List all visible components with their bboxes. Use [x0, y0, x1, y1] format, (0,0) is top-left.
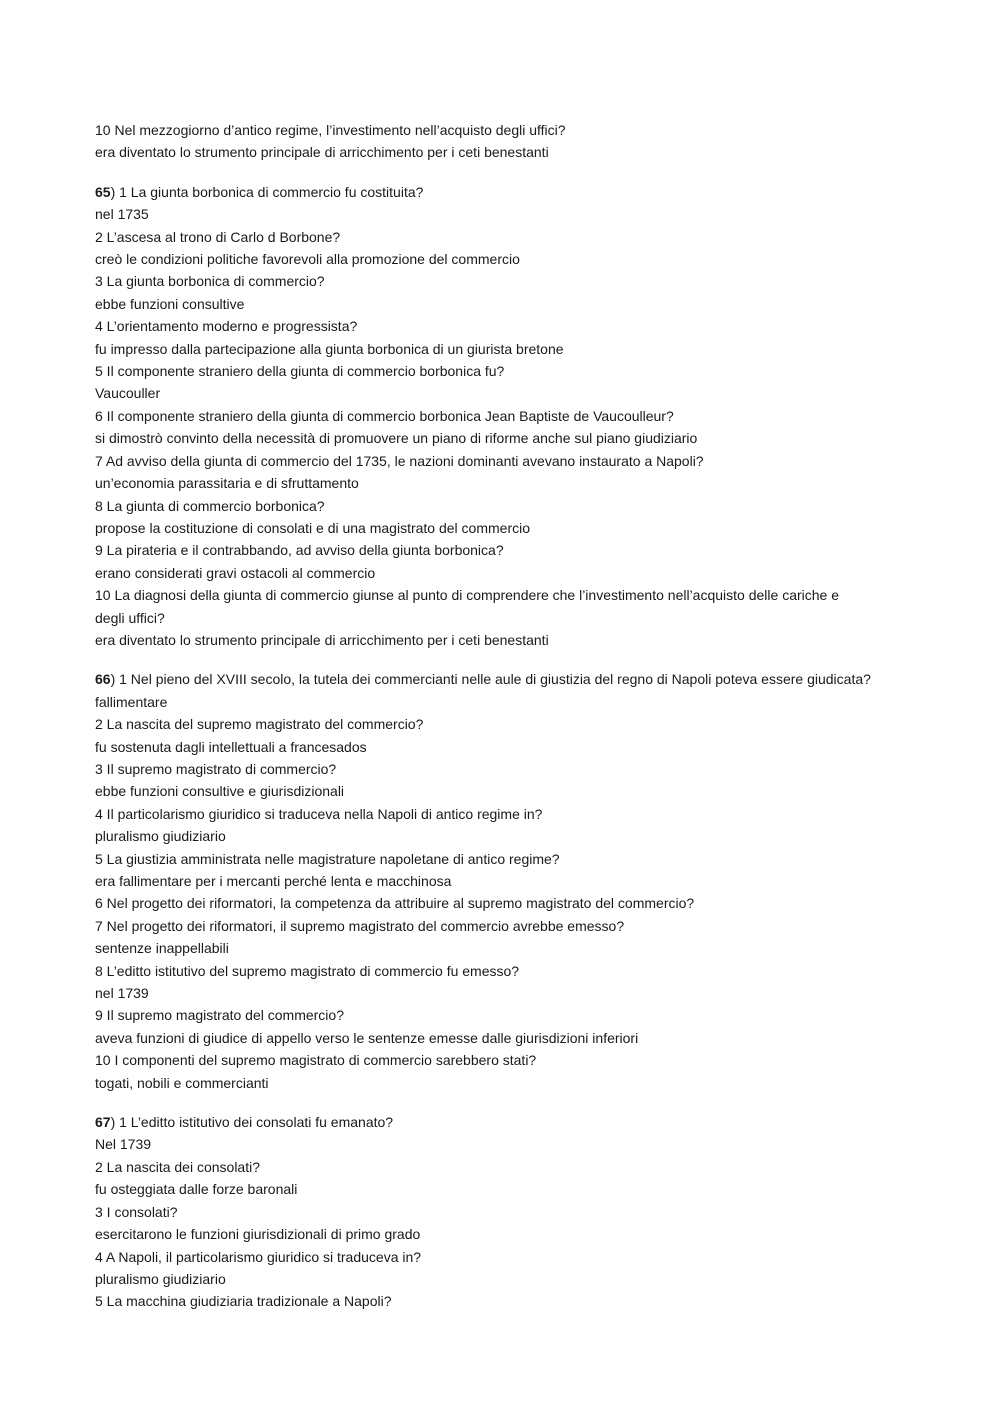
question-group-continuation: [95, 119, 975, 164]
answer-text: esercitarono le funzioni giurisdizionali di primo grado: [95, 1226, 421, 1243]
answer-text: nel 1739: [95, 985, 149, 1002]
answer-text: nel 1735: [95, 206, 149, 223]
question-text: 9 La pirateria e il contrabbando, ad avviso della giunta borbonica?: [95, 542, 504, 559]
answer-text: fu osteggiata dalle forze baronali: [95, 1181, 298, 1198]
question-text: 4 Il particolarismo giuridico si traduceva nella Napoli di antico regime in?: [95, 805, 543, 822]
answer-text: pluralismo giudiziario: [95, 1270, 226, 1287]
question-text: 3 Il supremo magistrato di commercio?: [95, 760, 337, 777]
question-text: 2 La nascita dei consolati?: [95, 1158, 260, 1175]
answer-text: fallimentare: [95, 693, 168, 710]
question-text: 5 La giustizia amministrata nelle magistrature napoletane di antico regime?: [95, 850, 560, 867]
answer-text: era fallimentare per i mercanti perché lenta e macchinosa: [95, 873, 452, 889]
question-text: 10 Nel mezzogiorno d’antico regime, l’investimento nell’acquisto degli uffici?: [95, 122, 566, 138]
answer-text: era diventato lo strumento principale di arricchimento per i ceti benestanti: [95, 144, 549, 161]
question-text: ) 1 L’editto istitutivo dei consolati fu emanato?: [110, 1114, 394, 1131]
group-number: 66: [95, 671, 111, 688]
question-text: 4 L’orientamento moderno e progressista?: [95, 318, 358, 335]
group-number: 67: [95, 1114, 111, 1131]
answer-text: fu sostenuta dagli intellettuali a francesados: [95, 738, 367, 755]
question-group-heading: [95, 1111, 975, 1133]
question-group-heading: [95, 181, 975, 203]
question-text: 3 I consolati?: [95, 1203, 178, 1220]
question-text: 6 Il componente straniero della giunta di commercio borbonica Jean Baptiste de Vaucoulleur?: [95, 407, 674, 424]
question-group-heading: [95, 668, 975, 690]
question-text: 6 Nel progetto dei riformatori, la competenza da attribuire al supremo magistrato del commercio?: [95, 895, 695, 912]
question-text: 5 La macchina giudiziaria tradizionale a Napoli?: [95, 1293, 392, 1310]
answer-text: era diventato lo strumento principale di arricchimento per i ceti benestanti: [95, 631, 549, 648]
question-text: 10 I componenti del supremo magistrato di commercio sarebbero stati?: [95, 1052, 537, 1069]
question-text: 8 La giunta di commercio borbonica?: [95, 497, 325, 514]
question-text: 7 Nel progetto dei riformatori, il supremo magistrato del commercio avrebbe emesso?: [95, 917, 625, 934]
answer-text: propose la costituzione di consolati e di una magistrato del commercio: [95, 519, 531, 536]
answer-text: ebbe funzioni consultive e giurisdizionali: [95, 783, 345, 800]
question-text: 4 A Napoli, il particolarismo giuridico si traduceva in?: [95, 1248, 422, 1265]
question-group-66: [95, 668, 975, 1094]
question-text: 3 La giunta borbonica di commercio?: [95, 273, 325, 290]
question-text: ) 1 La giunta borbonica di commercio fu costituita?: [110, 183, 424, 200]
question-text: 10 La diagnosi della giunta di commercio giunse al punto di comprendere che l’investimento nell’acquisto delle cariche e: [95, 587, 839, 604]
question-text: 7 Ad avviso della giunta di commercio del 1735, le nazioni dominanti avevano instaurato a Napoli?: [95, 452, 704, 469]
question-text: 8 L’editto istitutivo del supremo magistrato di commercio fu emesso?: [95, 962, 520, 979]
answer-text: creò le condizioni politiche favorevoli alla promozione del commercio: [95, 251, 520, 268]
answer-text: togati, nobili e commercianti: [95, 1074, 269, 1091]
question-group-67: [95, 1111, 975, 1313]
answer-text: Vaucouller: [95, 385, 161, 402]
answer-text: Nel 1739: [95, 1136, 152, 1153]
answer-text: aveva funzioni di giudice di appello verso le sentenze emesse dalle giurisdizioni inferiori: [95, 1029, 639, 1046]
question-group-65: [95, 181, 975, 652]
question-text: 2 La nascita del supremo magistrato del commercio?: [95, 716, 424, 733]
question-text: 5 Il componente straniero della giunta di commercio borbonica fu?: [95, 363, 505, 380]
answer-text: ebbe funzioni consultive: [95, 295, 245, 312]
answer-text: pluralismo giudiziario: [95, 828, 226, 845]
question-text: 2 L’ascesa al trono di Carlo d Borbone?: [95, 228, 341, 245]
answer-text: degli uffici?: [95, 609, 165, 626]
question-text: 9 Il supremo magistrato del commercio?: [95, 1007, 344, 1024]
answer-text: si dimostrò convinto della necessità di promuovere un piano di riforme anche sul piano giudiziario: [95, 430, 698, 447]
question-text: ) 1 Nel pieno del XVIII secolo, la tutela dei commercianti nelle aule di giustizia del regno di Napoli poteva essere giudicata?: [110, 671, 871, 688]
answer-text: sentenze inappellabili: [95, 940, 229, 957]
group-number: 65: [95, 183, 111, 200]
answer-text: fu impresso dalla partecipazione alla giunta borbonica di un giurista bretone: [95, 340, 564, 357]
document-page: [95, 119, 975, 1313]
answer-text: un’economia parassitaria e di sfruttamento: [95, 475, 359, 492]
answer-text: erano considerati gravi ostacoli al commercio: [95, 564, 376, 581]
